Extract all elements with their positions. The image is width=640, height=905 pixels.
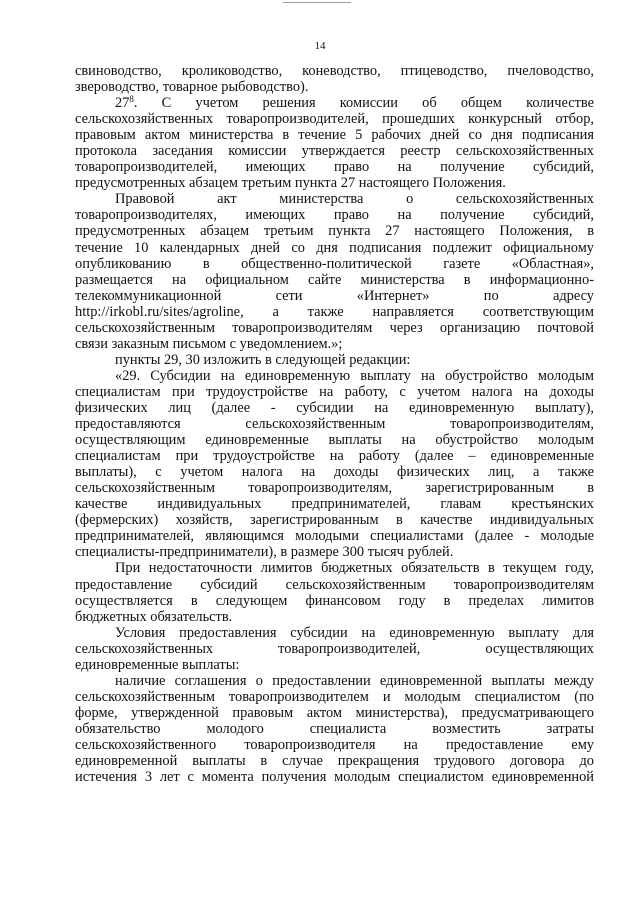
text-line-content: http://irkobl.ru/sites/agroline, а также направляется соответствующим bbox=[75, 303, 594, 320]
text-line bbox=[75, 769, 594, 785]
text-line bbox=[75, 560, 594, 576]
top-rule bbox=[283, 2, 351, 3]
text-line-content: 27 bbox=[115, 95, 130, 112]
text-line-content: сельскохозяйственным товаропроизводителям через организацию почтовой bbox=[75, 319, 594, 336]
text-line bbox=[75, 432, 594, 448]
text-line bbox=[75, 416, 594, 432]
text-line bbox=[75, 480, 594, 496]
text-line bbox=[75, 240, 594, 256]
text-line bbox=[75, 496, 594, 512]
text-line bbox=[75, 352, 594, 368]
text-line bbox=[75, 609, 594, 625]
text-line-content: предпринимателей, являющимся молодыми специалистами (далее - молодые bbox=[75, 528, 594, 545]
text-line-content: предусмотренных абзацем третьим пункта 27 настоящего Положения. bbox=[75, 175, 506, 192]
text-line bbox=[75, 384, 594, 400]
text-line-content: сельскохозяйственным товаропроизводителям, зарегистрированным в bbox=[75, 480, 594, 497]
text-line-content: правовым актом министерства в течение 5 рабочих дней со дня подписания bbox=[75, 127, 594, 144]
text-line-content: единовременной выплаты в случае прекращения трудового договора до bbox=[75, 753, 594, 770]
text-line-content: истечения 3 лет с момента получения молодым специалистом единовременной bbox=[75, 769, 594, 786]
text-line-content: опубликованию в общественно-политической газете «Областная», bbox=[75, 255, 594, 272]
text-line-content: (фермерских) хозяйств, зарегистрированным в качестве индивидуальных bbox=[75, 512, 594, 529]
text-line bbox=[75, 175, 594, 191]
text-line-tail: . С учетом решения комиссии об общем количестве bbox=[133, 95, 594, 112]
page-number: 14 bbox=[314, 40, 326, 52]
text-line-content: выплаты), с учетом налога на доходы физических лиц, а также bbox=[75, 464, 594, 481]
text-line-content: При недостаточности лимитов бюджетных обязательств в текущем году, bbox=[115, 560, 594, 577]
text-line bbox=[75, 320, 594, 336]
text-line-content: связи заказным письмом с уведомлением.»; bbox=[75, 335, 343, 352]
text-line-content: Условия предоставления субсидии на единовременную выплату для bbox=[115, 624, 594, 641]
text-line-content: единовременные выплаты: bbox=[75, 656, 240, 673]
text-line-content: специалисты-предприниматели), в размере 300 тысяч рублей. bbox=[75, 544, 454, 561]
text-line-content: специалистам при трудоустройстве на работу (далее – единовременные bbox=[75, 448, 594, 465]
text-line-content: звероводство, товарное рыбоводство). bbox=[75, 79, 309, 96]
text-line-content: специалистам при трудоустройстве на работу, с учетом налога на доходы bbox=[75, 383, 594, 400]
text-line bbox=[75, 705, 594, 721]
text-line bbox=[75, 641, 594, 657]
text-line bbox=[75, 95, 594, 111]
text-line bbox=[75, 207, 594, 223]
text-line bbox=[75, 111, 594, 127]
text-line bbox=[75, 400, 594, 416]
text-line-content: наличие соглашения о предоставлении единовременной выплаты между bbox=[115, 672, 594, 689]
text-line bbox=[75, 544, 594, 560]
text-line bbox=[75, 528, 594, 544]
text-line-content: предоставление субсидий сельскохозяйственным товаропроизводителям bbox=[75, 576, 594, 593]
superscript: 8 bbox=[129, 95, 134, 105]
text-line-content: предоставляются сельскохозяйственным товаропроизводителям, bbox=[75, 416, 594, 433]
text-line bbox=[75, 448, 594, 464]
text-line-content: течение 10 календарных дней со дня подписания подлежит официальному bbox=[75, 239, 594, 256]
text-line bbox=[75, 272, 594, 288]
text-line bbox=[75, 689, 594, 705]
text-line-content: протокола заседания комиссии утверждается реестр сельскохозяйственных bbox=[75, 143, 594, 160]
text-line bbox=[75, 79, 594, 95]
text-line bbox=[75, 336, 594, 352]
text-line-content: качестве индивидуальных предпринимателей, главам крестьянских bbox=[75, 496, 594, 513]
text-line bbox=[75, 223, 594, 239]
text-line-content: сельскохозяйственным товаропроизводителем и молодым специалистом (по bbox=[75, 688, 594, 705]
text-line bbox=[75, 737, 594, 753]
text-line-content: товаропроизводителей, имеющих право на получение субсидий, bbox=[75, 159, 594, 176]
text-line bbox=[75, 368, 594, 384]
text-line-content: форме, утвержденной правовым актом министерства), предусматривающего bbox=[75, 704, 594, 721]
text-line-content: физических лиц (далее - субсидии на единовременную выплату), bbox=[75, 399, 594, 416]
text-line bbox=[75, 159, 594, 175]
text-line-content: осуществляющим единовременные выплаты на обустройство молодым bbox=[75, 432, 594, 449]
text-line bbox=[75, 753, 594, 769]
document-body bbox=[75, 63, 594, 785]
text-line-content: размещается на официальном сайте министерства в информационно- bbox=[75, 271, 594, 288]
text-line bbox=[75, 191, 594, 207]
text-line bbox=[75, 657, 594, 673]
text-line bbox=[75, 464, 594, 480]
text-line bbox=[75, 127, 594, 143]
text-line bbox=[75, 304, 594, 320]
text-line bbox=[75, 256, 594, 272]
text-line bbox=[75, 721, 594, 737]
text-line bbox=[75, 673, 594, 689]
text-line-content: Правовой акт министерства о сельскохозяйственных bbox=[115, 191, 594, 208]
text-line bbox=[75, 63, 594, 79]
text-line-content: сельскохозяйственных товаропроизводителей, прошедших конкурсный отбор, bbox=[75, 111, 594, 128]
text-line-content: «29. Субсидии на единовременную выплату на обустройство молодым bbox=[115, 367, 594, 384]
text-line-content: сельскохозяйственных товаропроизводителей, осуществляющих bbox=[75, 640, 594, 657]
text-line-content: пункты 29, 30 изложить в следующей редакции: bbox=[115, 351, 411, 368]
text-line bbox=[75, 593, 594, 609]
text-line bbox=[75, 143, 594, 159]
text-line bbox=[75, 512, 594, 528]
text-line-content: бюджетных обязательств. bbox=[75, 608, 233, 625]
text-line bbox=[75, 577, 594, 593]
text-line-content: предусмотренных абзацем третьим пункта 27 настоящего Положения, в bbox=[75, 223, 594, 240]
text-line-content: сельскохозяйственного товаропроизводителя на предоставление ему bbox=[75, 736, 594, 753]
text-line-content: осуществляется в следующем финансовом году в пределах лимитов bbox=[75, 592, 594, 609]
text-line-content: свиноводство, кролиководство, коневодство, птицеводство, пчеловодство, bbox=[75, 63, 594, 79]
text-line bbox=[75, 288, 594, 304]
text-line-content: товаропроизводителях, имеющих право на получение субсидий, bbox=[75, 207, 594, 224]
text-line bbox=[75, 625, 594, 641]
text-line-content: обязательство молодого специалиста возместить затраты bbox=[75, 720, 594, 737]
text-line-content: телекоммуникационной сети «Интернет» по адресу bbox=[75, 287, 594, 304]
